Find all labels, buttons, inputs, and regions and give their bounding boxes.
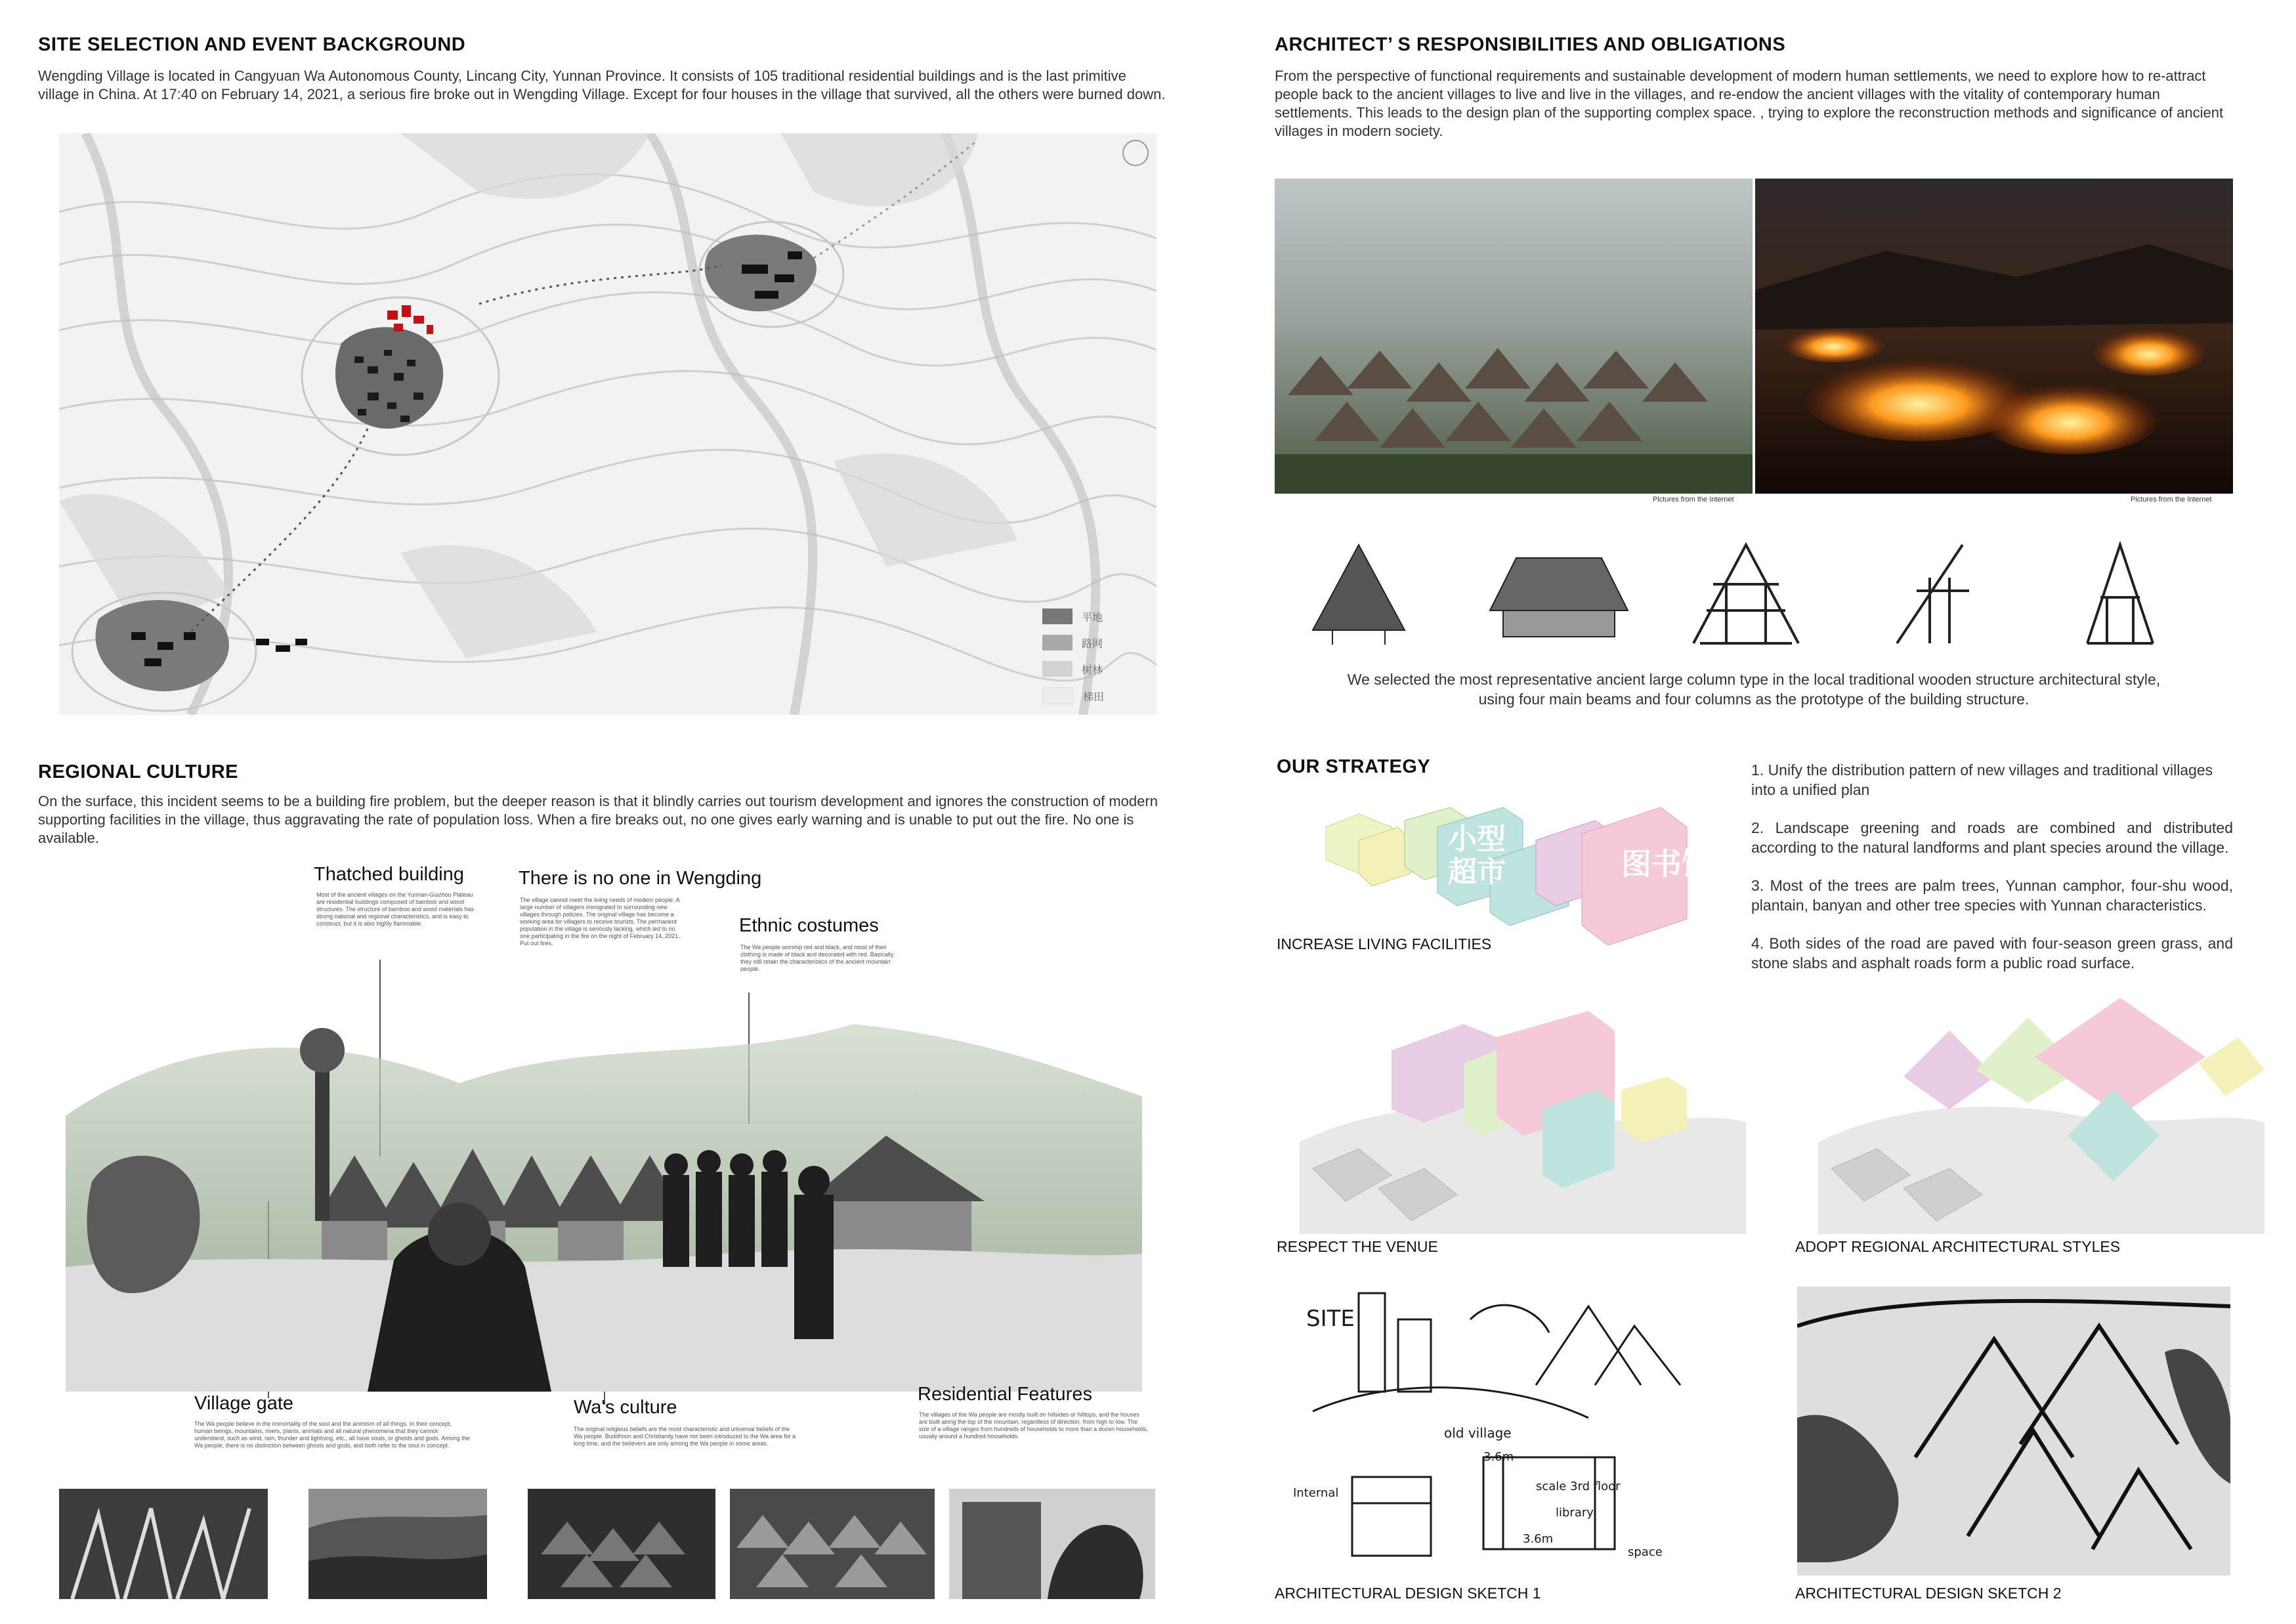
legend-label: 树林	[1082, 664, 1103, 676]
legend-swatch	[1042, 687, 1074, 704]
legend-item-flat	[1042, 609, 1103, 624]
legend-item-road	[1042, 635, 1103, 651]
culture-collage-graphic	[66, 985, 1142, 1392]
legend-swatch	[1042, 635, 1073, 651]
culture-photo-5-graphic	[949, 1489, 1155, 1599]
structure-sketches	[1300, 532, 2179, 650]
sketch-dim-2: 3.6m	[1523, 1532, 1554, 1546]
sketch-dim-1: 3.6m	[1483, 1450, 1514, 1464]
wa-title: Wa's culture	[574, 1397, 677, 1418]
culture-photo-3-graphic	[528, 1489, 715, 1599]
site-title: SITE SELECTION AND EVENT BACKGROUND	[38, 34, 466, 55]
legend-swatch	[1042, 661, 1073, 677]
label-sketch-2: ARCHITECTURAL DESIGN SKETCH 2	[1795, 1585, 2062, 1602]
culture-photo-2	[308, 1489, 487, 1599]
costume-text: The Wa people worship red and black, and most of their clothing is made of black and decorated with red. Basically, they still retain the characteristics of the ancient mountain people.	[740, 944, 895, 972]
strategy-item: 1. Unify the distribution pattern of new villages and traditional villages into a unified plan	[1751, 761, 2213, 798]
strategy-item: 4. Both sides of the road are paved with four-season green grass, and stone slabs and asphalt roads form a public road surface.	[1751, 935, 2233, 972]
fire-photo-graphic	[1755, 179, 2233, 494]
label-increase: INCREASE LIVING FACILITIES	[1277, 935, 1492, 952]
block-library-label: 图书馆	[1621, 847, 1712, 881]
frame-structure-sketch-5	[2087, 545, 2153, 643]
photo-credit-1: Pictures from the Internet	[1653, 496, 1734, 503]
costume-title: Ethnic costumes	[739, 915, 879, 936]
design-sketch-1-svg	[1286, 1280, 1713, 1569]
res-text: The villages of the Wa people are mostly built on hillsides or hilltops, and the houses are built along the top of the mountain, regardless of direction, from high to low. The size of a village ranges from hundreds of households to more than a dozen households, usually around a hundred households.	[919, 1411, 1149, 1440]
strategy-list	[1751, 760, 2233, 973]
facilities-blocks	[1319, 801, 1726, 952]
culture-photo-4	[730, 1489, 935, 1599]
culture-collage	[66, 985, 1142, 1392]
thatched-title: Thatched building	[314, 864, 464, 885]
frame-structure-sketch-3	[1693, 545, 1798, 643]
topographic-map-graphic	[59, 133, 1157, 715]
design-sketch-2-svg	[1797, 1287, 2230, 1575]
legend-label: 梯田	[1083, 691, 1105, 703]
sketch-internal-text: Internal	[1293, 1486, 1339, 1500]
gate-text: The Wa people believe in the immortality of the soul and the animism of all things. In their concept, human beings, mountains, rivers, plants, animals and all natural phenomena that they cannot understand, such as wind, rain, thunder and lightning, etc., all have souls, or ghosts and gods. Among the Wa people, there is no distinction between ghosts and gods, and both refer to the soul in concept.	[194, 1421, 470, 1449]
sketch-scale-text: scale 3rd floor	[1536, 1480, 1621, 1493]
legend-label: 路网	[1082, 638, 1103, 650]
label-sketch-1: ARCHITECTURAL DESIGN SKETCH 1	[1275, 1585, 1541, 1602]
respect-venue-graphic	[1300, 1011, 1746, 1234]
label-respect: RESPECT THE VENUE	[1277, 1238, 1438, 1255]
thatched-roof-sketch-1	[1313, 545, 1405, 645]
culture-photo-1-graphic	[59, 1489, 268, 1599]
culture-photo-4-graphic	[730, 1489, 935, 1599]
adopt-styles-svg	[1818, 998, 2264, 1234]
thatched-text: Most of the ancient villages on the Yunnan-Guizhou Plateau are residential buildings composed of bamboo and wood structures. The structure of bamboo and wood materials has strong national and regional characteristics, and is easy to construct, but it is also highly flammable.	[316, 891, 474, 927]
structure-caption-line-2: using four main beams and four columns as the prototype of the building structure.	[1478, 691, 2030, 708]
culture-photo-2-graphic	[308, 1489, 487, 1599]
design-sketch-2	[1797, 1287, 2230, 1575]
legend-swatch	[1042, 609, 1073, 624]
culture-text: On the surface, this incident seems to be a building fire problem, but the deeper reason is that it blindly carries out tourism development and ignores the construction of modern supporting facilities in the village, thus aggravating the rate of population loss. When a fire breaks out, no one gives early warning and is unable to put out the fire. No one is available.	[38, 793, 1158, 846]
legend-item-forest	[1042, 661, 1103, 677]
strategy-title: OUR STRATEGY	[1277, 756, 1431, 777]
culture-photo-5	[949, 1489, 1155, 1599]
architect-text: From the perspective of functional requirements and sustainable development of modern human settlements, we need to explore how to re-attract people back to the ancient villages to live and live in the villages, and re-endow the ancient villages with the vitality of contemporary human settlements. This leads to the design plan of the supporting complex space. , trying to explore the reconstruction methods and significance of ancient villages in modern society.	[1275, 68, 2224, 139]
adopt-styles-graphic	[1818, 998, 2264, 1234]
noone-text: The village cannot meet the living needs of modern people. A large number of villagers immigrated to surrounding new villages through policies. The original village has become a working area for villagers to receive tourists. The permanent population in the village is seriously lacking, which led to no one participating in the fire on the night of February 14, 2021. Put out fires.	[520, 897, 680, 947]
architect-title: ARCHITECT’ S RESPONSIBILITIES AND OBLIGATIONS	[1275, 34, 1786, 55]
res-title: Residential Features	[918, 1384, 1092, 1405]
structure-caption	[1275, 670, 2233, 709]
label-adopt: ADOPT REGIONAL ARCHITECTURAL STYLES	[1795, 1238, 2121, 1255]
respect-venue-svg	[1300, 1011, 1746, 1234]
sketch-old-village-text: old village	[1444, 1425, 1512, 1441]
strategy-item: 3. Most of the trees are palm trees, Yunnan camphor, four-shu wood, plantain, banyan and other tree species with Yunnan characteristics.	[1751, 877, 2233, 914]
block-market-label: 小型	[1448, 823, 1506, 855]
sketch-space-text: space	[1628, 1545, 1663, 1559]
structure-caption-line-1: We selected the most representative ancient large column type in the local traditional wooden structure architectural style,	[1347, 671, 2161, 688]
village-photo	[1275, 179, 1753, 494]
wa-text: The original religious beliefs are the most characteristic and universal beliefs of the Wa people. Buddhism and Christianity have not been introduced to the Wa area for a long time, and the believers are only among the Wa people in some areas.	[574, 1426, 796, 1447]
sketch-library-text: library	[1556, 1506, 1594, 1520]
legend-item-terrace	[1042, 687, 1104, 704]
legend-label: 平地	[1082, 612, 1103, 624]
culture-title: REGIONAL CULTURE	[38, 761, 238, 782]
frame-structure-sketch-4	[1897, 545, 1969, 643]
culture-photo-1	[59, 1489, 268, 1599]
design-sketch-1	[1286, 1280, 1713, 1569]
site-text: Wengding Village is located in Cangyuan Wa Autonomous County, Lincang City, Yunnan Province. It consists of 105 traditional residential buildings and is the last primitive village in China. At 17:40 on February 14, 2021, a serious fire broke out in Wengding Village. Except for four houses in the village that survived, all the others were burned down.	[38, 68, 1166, 102]
sketch-site-text: SITE	[1306, 1306, 1355, 1332]
gate-title: Village gate	[194, 1393, 294, 1414]
fire-photo	[1755, 179, 2233, 494]
thatched-house-sketch-2	[1490, 558, 1628, 637]
village-photo-graphic	[1275, 179, 1753, 494]
noone-title: There is no one in Wengding	[519, 868, 762, 889]
site-map	[59, 133, 1157, 715]
strategy-item: 2. Landscape greening and roads are combined and distributed according to the natural landforms and plant species around the village.	[1751, 819, 2233, 856]
block-super-label: 超市	[1448, 856, 1506, 888]
north-arrow-icon	[1122, 140, 1149, 166]
photo-credit-2: Pictures from the Internet	[2131, 496, 2212, 503]
culture-photo-3	[528, 1489, 715, 1599]
